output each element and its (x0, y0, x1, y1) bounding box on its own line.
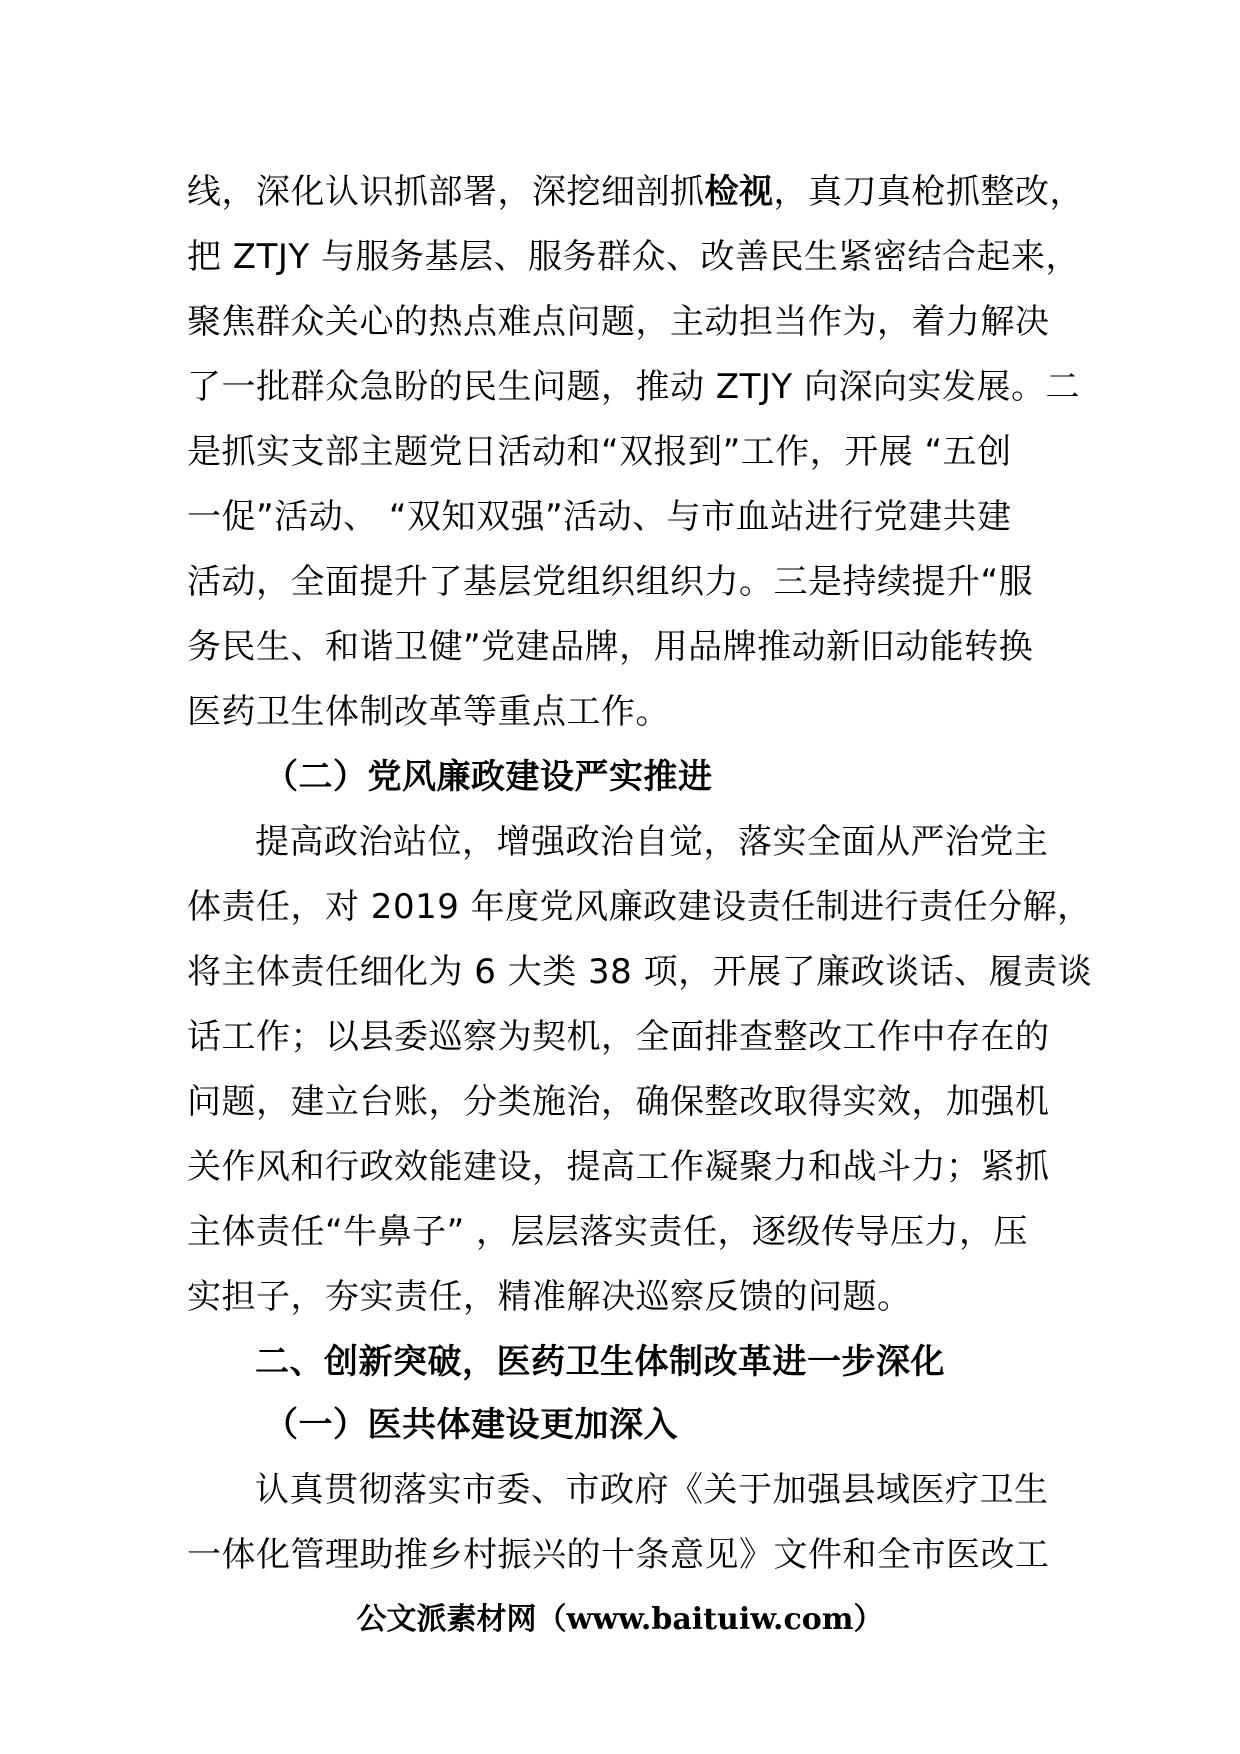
paragraph-line: 聚焦群众关心的热点难点问题，主动担当作为，着力解决 (187, 302, 1050, 342)
paragraph-line: 体责任，对 2019 年度党风廉政建设责任制进行责任分解， (187, 887, 1092, 927)
section-heading: 二、创新突破，医药卫生体制改革进一步深化 (255, 1342, 945, 1382)
paragraph-line: 一体化管理助推乡村振兴的十条意见》文件和全市医改工 (187, 1535, 1050, 1575)
text-run: ，真刀真枪抓整改， (773, 172, 1084, 212)
paragraph-line: 话工作；以县委巡察为契机，全面排查整改工作中存在的 (187, 1017, 1050, 1057)
paragraph-line: 医药卫生体制改革等重点工作。 (187, 692, 670, 732)
paragraph-line: 认真贯彻落实市委、市政府《关于加强县域医疗卫生 (255, 1470, 1049, 1510)
paragraph-line: 是抓实支部主题党日活动和“双报到”工作，开展 “五创 (187, 432, 1012, 472)
paragraph-line: 提高政治站位，增强政治自觉，落实全面从严治党主 (255, 822, 1049, 862)
subsection-heading: （一）医共体建设更加深入 (264, 1405, 678, 1445)
footer-watermark-text: 公文派素材网（www.baituiw.com） (356, 1602, 884, 1637)
paragraph-line: 实担子，夯实责任，精准解决巡察反馈的问题。 (187, 1277, 912, 1317)
paragraph-line: 将主体责任细化为 6 大类 38 项，开展了廉政谈话、履责谈 (187, 952, 1093, 992)
paragraph-line: 关作风和行政效能建设，提高工作凝聚力和战斗力；紧抓 (187, 1147, 1050, 1187)
bold-text-run: 检视 (704, 172, 774, 212)
paragraph-line: 主体责任“牛鼻子” ，层层落实责任，逐级传导压力，压 (187, 1212, 1029, 1252)
paragraph-line: 问题，建立台账，分类施治，确保整改取得实效，加强机 (187, 1082, 1050, 1122)
paragraph-line (187, 170, 1084, 214)
text-run: 线，深化认识抓部署，深挖细剖抓 (187, 172, 705, 212)
subsection-heading: （二）党风廉政建设严实推进 (264, 757, 713, 797)
paragraph-line: 活动，全面提升了基层党组织组织力。三是持续提升“服 (187, 562, 1034, 602)
paragraph-line: 务民生、和谐卫健”党建品牌，用品牌推动新旧动能转换 (187, 627, 1034, 667)
paragraph-line: 了一批群众急盼的民生问题，推动 ZTJY 向深向实发展。二 (187, 367, 1080, 407)
paragraph-line: 一促”活动、 “双知双强”活动、与市血站进行党建共建 (187, 497, 1012, 537)
paragraph-line: 把 ZTJY 与服务基层、服务群众、改善民生紧密结合起来， (187, 237, 1080, 277)
